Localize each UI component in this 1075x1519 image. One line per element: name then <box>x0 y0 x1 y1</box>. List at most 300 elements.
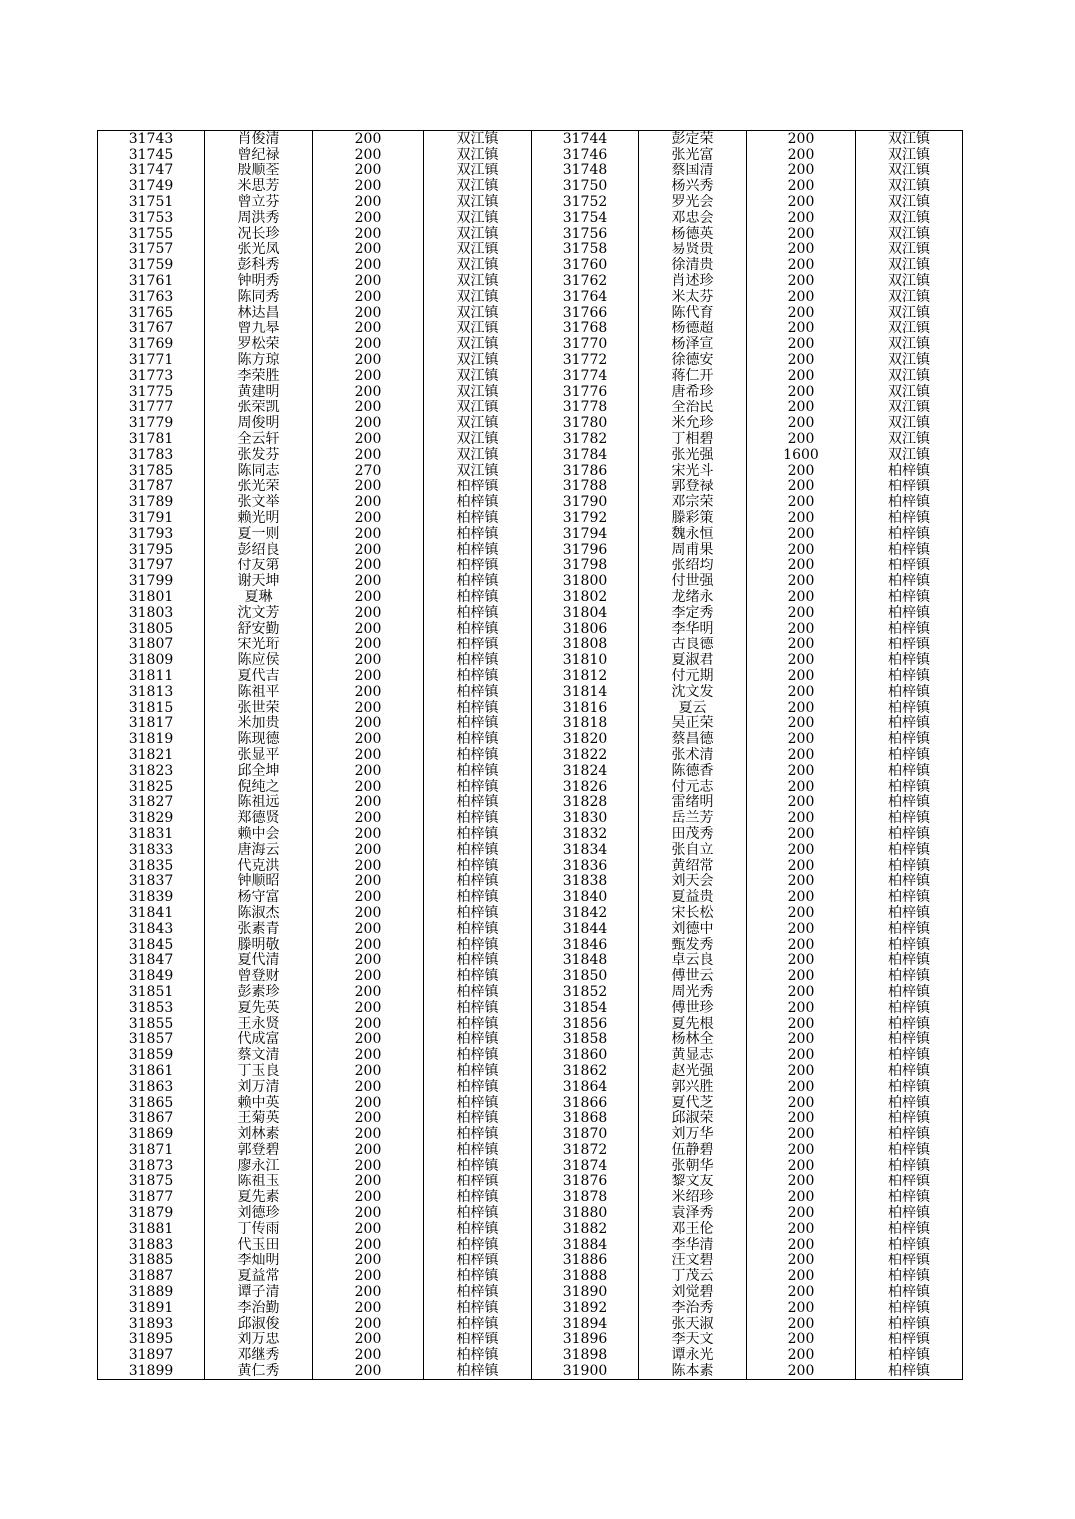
name-cell: 岳兰芳 <box>639 810 747 826</box>
name-cell: 全治民 <box>639 400 747 416</box>
amount-cell: 200 <box>747 226 856 242</box>
town-cell: 柏梓镇 <box>424 526 532 542</box>
table-row <box>98 431 963 447</box>
name-cell: 罗松荣 <box>205 336 313 352</box>
amount-cell: 200 <box>313 1174 424 1190</box>
table-row <box>98 1063 963 1079</box>
id-cell: 31874 <box>532 1158 639 1174</box>
id-cell: 31796 <box>532 542 639 558</box>
amount-cell: 200 <box>313 826 424 842</box>
amount-cell: 200 <box>313 1284 424 1300</box>
town-cell: 双江镇 <box>856 447 963 463</box>
town-cell: 柏梓镇 <box>856 794 963 810</box>
town-cell: 柏梓镇 <box>856 858 963 874</box>
id-cell: 31870 <box>532 1126 639 1142</box>
name-cell: 郭登碧 <box>205 1142 313 1158</box>
id-cell: 31880 <box>532 1205 639 1221</box>
town-cell: 柏梓镇 <box>856 1031 963 1047</box>
table-row <box>98 984 963 1000</box>
amount-cell: 200 <box>747 842 856 858</box>
town-cell: 双江镇 <box>424 147 532 163</box>
amount-cell: 200 <box>747 1300 856 1316</box>
id-cell: 31835 <box>98 858 205 874</box>
amount-cell: 200 <box>747 873 856 889</box>
town-cell: 双江镇 <box>856 400 963 416</box>
name-cell: 周洪秀 <box>205 210 313 226</box>
amount-cell: 200 <box>313 1237 424 1253</box>
id-cell: 31799 <box>98 573 205 589</box>
town-cell: 柏梓镇 <box>424 621 532 637</box>
table-row <box>98 1142 963 1158</box>
amount-cell: 200 <box>313 637 424 653</box>
name-cell: 陈德香 <box>639 763 747 779</box>
id-cell: 31851 <box>98 984 205 1000</box>
name-cell: 赖中英 <box>205 1095 313 1111</box>
id-cell: 31789 <box>98 494 205 510</box>
table-row <box>98 1268 963 1284</box>
id-cell: 31820 <box>532 731 639 747</box>
town-cell: 柏梓镇 <box>424 1079 532 1095</box>
amount-cell: 200 <box>313 384 424 400</box>
amount-cell: 200 <box>313 131 424 147</box>
amount-cell: 200 <box>313 415 424 431</box>
town-cell: 柏梓镇 <box>856 526 963 542</box>
town-cell: 柏梓镇 <box>856 1300 963 1316</box>
amount-cell: 200 <box>313 1079 424 1095</box>
name-cell: 邱全坤 <box>205 763 313 779</box>
name-cell: 沈文发 <box>639 684 747 700</box>
town-cell: 柏梓镇 <box>424 968 532 984</box>
table-row <box>98 289 963 305</box>
name-cell: 王永贤 <box>205 1016 313 1032</box>
amount-cell: 200 <box>313 605 424 621</box>
name-cell: 邓宗荣 <box>639 494 747 510</box>
amount-cell: 200 <box>313 1221 424 1237</box>
amount-cell: 200 <box>313 305 424 321</box>
id-cell: 31769 <box>98 336 205 352</box>
amount-cell: 200 <box>313 510 424 526</box>
town-cell: 柏梓镇 <box>424 494 532 510</box>
name-cell: 易贤贵 <box>639 242 747 258</box>
town-cell: 柏梓镇 <box>424 1268 532 1284</box>
table-row <box>98 226 963 242</box>
table-row <box>98 621 963 637</box>
name-cell: 李华清 <box>639 1237 747 1253</box>
id-cell: 31836 <box>532 858 639 874</box>
name-cell: 丁相碧 <box>639 431 747 447</box>
name-cell: 邓继秀 <box>205 1347 313 1363</box>
id-cell: 31863 <box>98 1079 205 1095</box>
id-cell: 31800 <box>532 573 639 589</box>
id-cell: 31772 <box>532 352 639 368</box>
amount-cell: 200 <box>313 210 424 226</box>
table-row <box>98 368 963 384</box>
name-cell: 谭子清 <box>205 1284 313 1300</box>
town-cell: 柏梓镇 <box>424 779 532 795</box>
name-cell: 张光凤 <box>205 242 313 258</box>
id-cell: 31849 <box>98 968 205 984</box>
amount-cell: 200 <box>747 415 856 431</box>
amount-cell: 200 <box>747 210 856 226</box>
id-cell: 31829 <box>98 810 205 826</box>
amount-cell: 200 <box>313 763 424 779</box>
amount-cell: 200 <box>747 242 856 258</box>
town-cell: 双江镇 <box>856 226 963 242</box>
name-cell: 陈祖远 <box>205 794 313 810</box>
table-row <box>98 810 963 826</box>
town-cell: 柏梓镇 <box>856 684 963 700</box>
id-cell: 31762 <box>532 273 639 289</box>
amount-cell: 200 <box>747 684 856 700</box>
id-cell: 31745 <box>98 147 205 163</box>
town-cell: 柏梓镇 <box>424 1110 532 1126</box>
amount-cell: 200 <box>313 1063 424 1079</box>
amount-cell: 200 <box>747 1079 856 1095</box>
name-cell: 张素青 <box>205 921 313 937</box>
town-cell: 柏梓镇 <box>856 668 963 684</box>
name-cell: 卓云良 <box>639 952 747 968</box>
amount-cell: 200 <box>747 526 856 542</box>
name-cell: 傅世珍 <box>639 1000 747 1016</box>
id-cell: 31879 <box>98 1205 205 1221</box>
amount-cell: 200 <box>313 889 424 905</box>
id-cell: 31751 <box>98 194 205 210</box>
table-row <box>98 589 963 605</box>
table-row <box>98 163 963 179</box>
town-cell: 柏梓镇 <box>856 779 963 795</box>
name-cell: 刘觉碧 <box>639 1284 747 1300</box>
amount-cell: 200 <box>313 715 424 731</box>
id-cell: 31865 <box>98 1095 205 1111</box>
table-row <box>98 447 963 463</box>
amount-cell: 200 <box>747 763 856 779</box>
id-cell: 31794 <box>532 526 639 542</box>
id-cell: 31766 <box>532 305 639 321</box>
table-row <box>98 336 963 352</box>
id-cell: 31858 <box>532 1031 639 1047</box>
name-cell: 彭素珍 <box>205 984 313 1000</box>
name-cell: 黄显志 <box>639 1047 747 1063</box>
town-cell: 双江镇 <box>856 163 963 179</box>
id-cell: 31759 <box>98 257 205 273</box>
name-cell: 徐清贵 <box>639 257 747 273</box>
name-cell: 夏先素 <box>205 1189 313 1205</box>
amount-cell: 200 <box>747 1016 856 1032</box>
id-cell: 31795 <box>98 542 205 558</box>
table-row <box>98 1347 963 1363</box>
name-cell: 张自立 <box>639 842 747 858</box>
town-cell: 柏梓镇 <box>856 494 963 510</box>
id-cell: 31746 <box>532 147 639 163</box>
id-cell: 31749 <box>98 178 205 194</box>
town-cell: 柏梓镇 <box>856 1063 963 1079</box>
table-row <box>98 700 963 716</box>
id-cell: 31775 <box>98 384 205 400</box>
name-cell: 刘万忠 <box>205 1332 313 1348</box>
id-cell: 31811 <box>98 668 205 684</box>
id-cell: 31791 <box>98 510 205 526</box>
town-cell: 双江镇 <box>424 305 532 321</box>
name-cell: 李治勤 <box>205 1300 313 1316</box>
id-cell: 31859 <box>98 1047 205 1063</box>
name-cell: 郭兴胜 <box>639 1079 747 1095</box>
name-cell: 夏代芝 <box>639 1095 747 1111</box>
id-cell: 31783 <box>98 447 205 463</box>
town-cell: 柏梓镇 <box>424 1221 532 1237</box>
name-cell: 彭定荣 <box>639 131 747 147</box>
name-cell: 郑德贤 <box>205 810 313 826</box>
amount-cell: 200 <box>747 731 856 747</box>
table-row <box>98 1316 963 1332</box>
town-cell: 柏梓镇 <box>856 652 963 668</box>
id-cell: 31830 <box>532 810 639 826</box>
town-cell: 柏梓镇 <box>856 1142 963 1158</box>
amount-cell: 200 <box>313 621 424 637</box>
name-cell: 蔡国清 <box>639 163 747 179</box>
name-cell: 钟明秀 <box>205 273 313 289</box>
id-cell: 31843 <box>98 921 205 937</box>
amount-cell: 200 <box>747 1110 856 1126</box>
town-cell: 柏梓镇 <box>856 589 963 605</box>
id-cell: 31787 <box>98 479 205 495</box>
amount-cell: 1600 <box>747 447 856 463</box>
amount-cell: 200 <box>313 494 424 510</box>
name-cell: 周甫果 <box>639 542 747 558</box>
id-cell: 31743 <box>98 131 205 147</box>
amount-cell: 200 <box>747 1126 856 1142</box>
town-cell: 双江镇 <box>424 463 532 479</box>
town-cell: 柏梓镇 <box>424 794 532 810</box>
town-cell: 柏梓镇 <box>856 1174 963 1190</box>
town-cell: 柏梓镇 <box>424 479 532 495</box>
table-row <box>98 605 963 621</box>
name-cell: 张荣凯 <box>205 400 313 416</box>
id-cell: 31812 <box>532 668 639 684</box>
id-cell: 31891 <box>98 1300 205 1316</box>
id-cell: 31777 <box>98 400 205 416</box>
amount-cell: 200 <box>313 1268 424 1284</box>
name-cell: 赖光明 <box>205 510 313 526</box>
name-cell: 殷顺荃 <box>205 163 313 179</box>
town-cell: 柏梓镇 <box>856 905 963 921</box>
name-cell: 夏代清 <box>205 952 313 968</box>
id-cell: 31898 <box>532 1347 639 1363</box>
town-cell: 柏梓镇 <box>856 637 963 653</box>
table-row <box>98 747 963 763</box>
name-cell: 邱淑俊 <box>205 1316 313 1332</box>
table-row <box>98 147 963 163</box>
amount-cell: 200 <box>747 589 856 605</box>
name-cell: 雷绪明 <box>639 794 747 810</box>
amount-cell: 200 <box>313 1126 424 1142</box>
town-cell: 柏梓镇 <box>856 1095 963 1111</box>
town-cell: 柏梓镇 <box>424 1205 532 1221</box>
name-cell: 米绍珍 <box>639 1189 747 1205</box>
name-cell: 周俊明 <box>205 415 313 431</box>
town-cell: 双江镇 <box>424 273 532 289</box>
amount-cell: 200 <box>313 194 424 210</box>
amount-cell: 200 <box>747 494 856 510</box>
id-cell: 31866 <box>532 1095 639 1111</box>
amount-cell: 200 <box>313 1332 424 1348</box>
table-row <box>98 321 963 337</box>
id-cell: 31868 <box>532 1110 639 1126</box>
table-row <box>98 842 963 858</box>
name-cell: 廖永江 <box>205 1158 313 1174</box>
id-cell: 31857 <box>98 1031 205 1047</box>
town-cell: 柏梓镇 <box>424 1031 532 1047</box>
amount-cell: 200 <box>747 779 856 795</box>
name-cell: 田茂秀 <box>639 826 747 842</box>
amount-cell: 200 <box>747 1221 856 1237</box>
name-cell: 曾立芬 <box>205 194 313 210</box>
table-row <box>98 1126 963 1142</box>
amount-cell: 200 <box>313 842 424 858</box>
town-cell: 双江镇 <box>424 321 532 337</box>
town-cell: 柏梓镇 <box>424 1284 532 1300</box>
town-cell: 柏梓镇 <box>856 984 963 1000</box>
id-cell: 31884 <box>532 1237 639 1253</box>
amount-cell: 200 <box>747 573 856 589</box>
amount-cell: 200 <box>747 1189 856 1205</box>
id-cell: 31832 <box>532 826 639 842</box>
table-row <box>98 1332 963 1348</box>
id-cell: 31758 <box>532 242 639 258</box>
amount-cell: 200 <box>747 700 856 716</box>
town-cell: 柏梓镇 <box>424 873 532 889</box>
amount-cell: 200 <box>747 1316 856 1332</box>
amount-cell: 200 <box>313 1000 424 1016</box>
amount-cell: 200 <box>747 400 856 416</box>
id-cell: 31837 <box>98 873 205 889</box>
town-cell: 柏梓镇 <box>856 573 963 589</box>
id-cell: 31831 <box>98 826 205 842</box>
table-row <box>98 889 963 905</box>
town-cell: 柏梓镇 <box>856 952 963 968</box>
name-cell: 古良德 <box>639 637 747 653</box>
town-cell: 柏梓镇 <box>856 873 963 889</box>
town-cell: 柏梓镇 <box>856 715 963 731</box>
table-row <box>98 873 963 889</box>
name-cell: 张绍均 <box>639 558 747 574</box>
name-cell: 张术清 <box>639 747 747 763</box>
town-cell: 柏梓镇 <box>424 842 532 858</box>
id-cell: 31867 <box>98 1110 205 1126</box>
name-cell: 陈祖平 <box>205 684 313 700</box>
table-row <box>98 210 963 226</box>
id-cell: 31860 <box>532 1047 639 1063</box>
name-cell: 傅世云 <box>639 968 747 984</box>
name-cell: 况长珍 <box>205 226 313 242</box>
town-cell: 柏梓镇 <box>856 1079 963 1095</box>
table-row <box>98 463 963 479</box>
town-cell: 柏梓镇 <box>424 810 532 826</box>
amount-cell: 200 <box>747 431 856 447</box>
amount-cell: 200 <box>313 257 424 273</box>
town-cell: 柏梓镇 <box>424 1126 532 1142</box>
name-cell: 夏益贵 <box>639 889 747 905</box>
town-cell: 柏梓镇 <box>856 479 963 495</box>
id-cell: 31852 <box>532 984 639 1000</box>
id-cell: 31781 <box>98 431 205 447</box>
id-cell: 31823 <box>98 763 205 779</box>
town-cell: 柏梓镇 <box>424 984 532 1000</box>
id-cell: 31757 <box>98 242 205 258</box>
town-cell: 双江镇 <box>424 194 532 210</box>
amount-cell: 200 <box>313 321 424 337</box>
table-row <box>98 194 963 210</box>
name-cell: 夏益常 <box>205 1268 313 1284</box>
town-cell: 柏梓镇 <box>856 889 963 905</box>
town-cell: 柏梓镇 <box>856 731 963 747</box>
id-cell: 31807 <box>98 637 205 653</box>
name-cell: 丁茂云 <box>639 1268 747 1284</box>
name-cell: 刘德珍 <box>205 1205 313 1221</box>
id-cell: 31840 <box>532 889 639 905</box>
town-cell: 柏梓镇 <box>424 1095 532 1111</box>
town-cell: 柏梓镇 <box>856 700 963 716</box>
town-cell: 柏梓镇 <box>856 1268 963 1284</box>
amount-cell: 200 <box>313 558 424 574</box>
id-cell: 31827 <box>98 794 205 810</box>
name-cell: 倪纯之 <box>205 779 313 795</box>
name-cell: 夏云 <box>639 700 747 716</box>
amount-cell: 200 <box>747 510 856 526</box>
id-cell: 31802 <box>532 589 639 605</box>
name-cell: 杨泽宣 <box>639 336 747 352</box>
town-cell: 双江镇 <box>424 415 532 431</box>
id-cell: 31893 <box>98 1316 205 1332</box>
town-cell: 柏梓镇 <box>424 1158 532 1174</box>
town-cell: 柏梓镇 <box>424 921 532 937</box>
id-cell: 31822 <box>532 747 639 763</box>
table-row <box>98 400 963 416</box>
name-cell: 彭科秀 <box>205 257 313 273</box>
town-cell: 柏梓镇 <box>424 1142 532 1158</box>
name-cell: 李治秀 <box>639 1300 747 1316</box>
id-cell: 31780 <box>532 415 639 431</box>
name-cell: 张显平 <box>205 747 313 763</box>
id-cell: 31876 <box>532 1174 639 1190</box>
table-row <box>98 763 963 779</box>
amount-cell: 200 <box>747 479 856 495</box>
town-cell: 柏梓镇 <box>424 1063 532 1079</box>
name-cell: 全云轩 <box>205 431 313 447</box>
amount-cell: 200 <box>747 1158 856 1174</box>
id-cell: 31847 <box>98 952 205 968</box>
town-cell: 柏梓镇 <box>424 558 532 574</box>
id-cell: 31813 <box>98 684 205 700</box>
table-row <box>98 526 963 542</box>
table-row <box>98 273 963 289</box>
amount-cell: 200 <box>747 1031 856 1047</box>
town-cell: 柏梓镇 <box>856 1316 963 1332</box>
amount-cell: 200 <box>747 921 856 937</box>
name-cell: 夏一则 <box>205 526 313 542</box>
table-row <box>98 1205 963 1221</box>
id-cell: 31878 <box>532 1189 639 1205</box>
amount-cell: 200 <box>747 826 856 842</box>
name-cell: 邓王伦 <box>639 1221 747 1237</box>
town-cell: 柏梓镇 <box>856 1110 963 1126</box>
id-cell: 31784 <box>532 447 639 463</box>
id-cell: 31877 <box>98 1189 205 1205</box>
town-cell: 柏梓镇 <box>424 1316 532 1332</box>
amount-cell: 200 <box>313 652 424 668</box>
town-cell: 柏梓镇 <box>856 1205 963 1221</box>
id-cell: 31856 <box>532 1016 639 1032</box>
town-cell: 双江镇 <box>424 131 532 147</box>
